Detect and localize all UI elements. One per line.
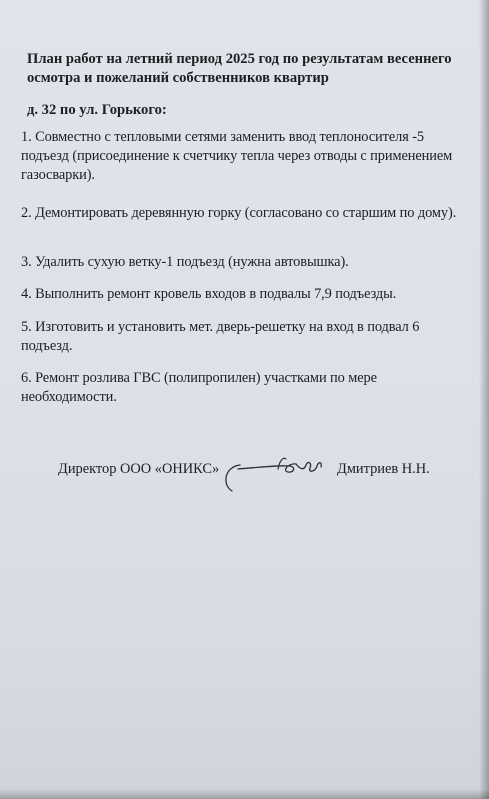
list-item: 4. Выполнить ремонт кровель входов в подвалы 7,9 подъезды. xyxy=(21,286,397,302)
list-item: 2. Демонтировать деревянную горку (согласовано со старшим по дому). xyxy=(21,205,457,221)
list-item: 1. Совместно с тепловыми сетями заменить ввод теплоносителя -5 подъезд (присоединение к счетчику тепла через отводы с применением газосварки). xyxy=(21,129,453,183)
document-title: План работ на летний период 2025 год по результатам весеннего осмотра и пожеланий собственников квартир xyxy=(27,51,452,86)
handwritten-signature xyxy=(218,451,328,499)
signer-name: Дмитриев Н.Н. xyxy=(337,461,430,477)
signer-position: Директор ООО «ОНИКС» xyxy=(58,461,220,477)
signature-block xyxy=(58,459,458,509)
document-address: д. 32 по ул. Горького: xyxy=(27,102,167,118)
list-item: 6. Ремонт розлива ГВС (полипропилен) участками по мере необходимости. xyxy=(21,370,377,405)
list-item: 5. Изготовить и установить мет. дверь-решетку на вход в подвал 6 подъезд. xyxy=(21,319,420,354)
list-item: 3. Удалить сухую ветку-1 подъезд (нужна автовышка). xyxy=(21,254,349,270)
